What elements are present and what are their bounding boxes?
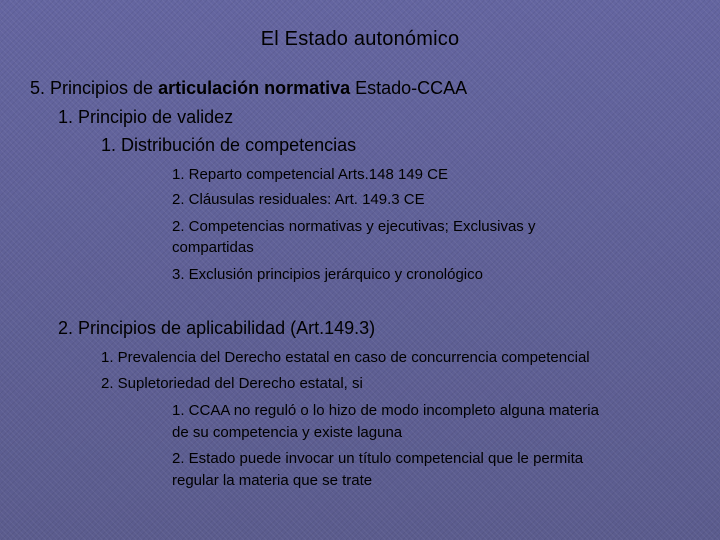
section-heading	[30, 78, 467, 99]
sub-list-item-continuation: de su competencia y existe laguna	[172, 424, 403, 441]
list-item: 1. Prevalencia del Derecho estatal en caso de concurrencia competencial	[101, 349, 590, 366]
sub-list-item: 1. CCAA no reguló o lo hizo de modo incompleto alguna materia	[172, 402, 599, 419]
list-item: 2. Competencias normativas y ejecutivas; Exclusivas y	[172, 218, 536, 235]
list-item-continuation: compartidas	[172, 239, 254, 256]
list-item: 2. Cláusulas residuales: Art. 149.3 CE	[172, 191, 425, 208]
aplicabilidad-heading: 2. Principios de aplicabilidad (Art.149.3)	[58, 318, 376, 338]
sub-list-item-continuation: regular la materia que se trate	[172, 472, 373, 489]
slide-title: El Estado autonómico	[260, 28, 460, 50]
section-heading-bold: articulación normativa	[158, 78, 351, 98]
list-item: 3. Exclusión principios jerárquico y cronológico	[172, 266, 483, 283]
list-item: 2. Supletoriedad del Derecho estatal, si	[101, 375, 363, 392]
distribucion-heading: 1. Distribución de competencias	[101, 135, 357, 155]
section-heading-prefix: 5. Principios de	[30, 78, 159, 98]
validez-heading: 1. Principio de validez	[58, 107, 234, 127]
list-item: 1. Reparto competencial Arts.148 149 CE	[172, 166, 448, 183]
sub-list-item: 2. Estado puede invocar un título competencial que le permita	[172, 450, 584, 467]
section-heading-suffix: Estado-CCAA	[350, 78, 468, 98]
